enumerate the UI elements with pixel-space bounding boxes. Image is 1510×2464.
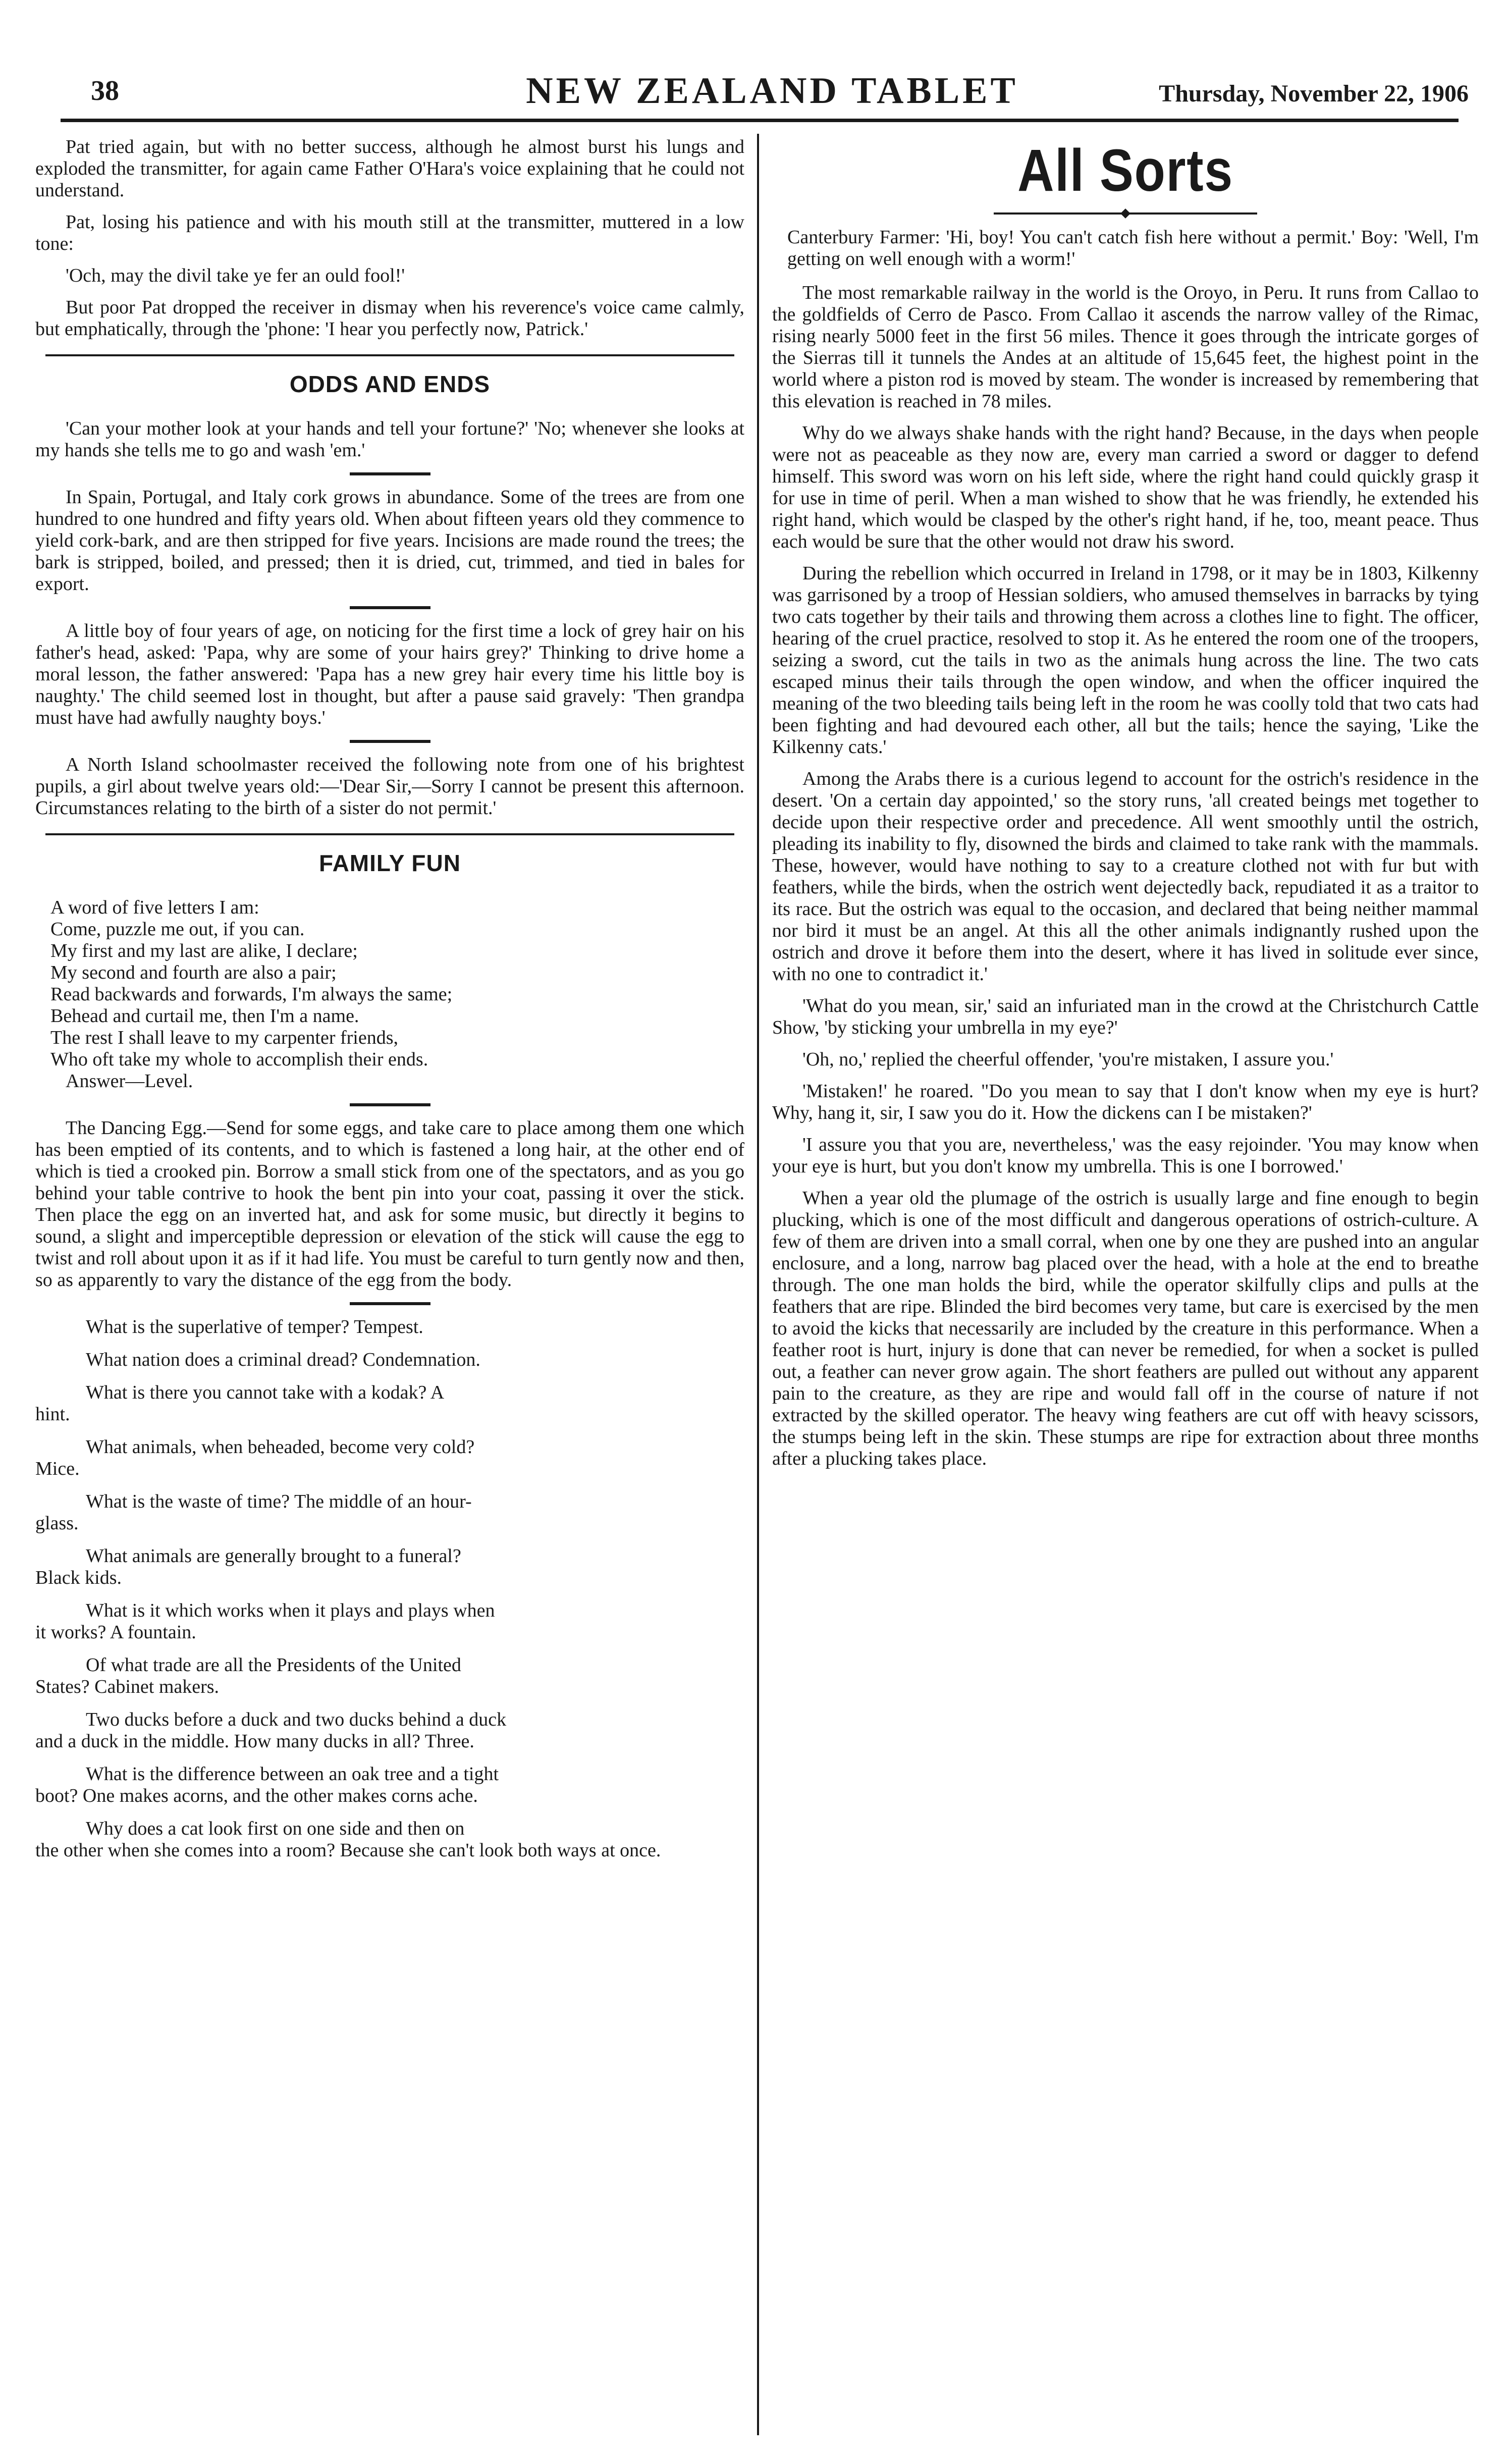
odds-paragraph: A little boy of four years of age, on noticing for the first time a lock of grey hair on his father's head, asked: 'Papa, why are some of your hairs grey?' Thinking to drive home a moral lesson, the father answered: 'Papa has a new grey hair every time his little boy is naughty.' The child seemed lost in thought, but after a pause said gravely: 'Then grandpa must have had awfully naughty boys.' — [35, 620, 744, 728]
item-separator — [350, 1103, 430, 1106]
riddle-item — [35, 1382, 744, 1425]
riddle-question: What is there you cannot take with a kodak? A — [86, 1382, 445, 1403]
riddle-question: What animals are generally brought to a funeral? — [86, 1545, 461, 1567]
column-divider — [757, 134, 759, 2435]
odds-paragraph: 'Can your mother look at your hands and tell your fortune?' 'No; whenever she looks at my hands she tells me to go and wash 'em.' — [35, 418, 744, 461]
riddle-item — [35, 1763, 744, 1807]
riddle-answer: States? Cabinet makers. — [35, 1676, 220, 1697]
heading-ornament — [772, 208, 1479, 218]
verse-line: A word of five letters I am: — [50, 897, 259, 918]
riddle-answer: glass. — [35, 1513, 79, 1534]
riddle-question: What is the difference between an oak tree and a tight — [86, 1763, 499, 1785]
page-header — [76, 60, 1469, 115]
article-paragraph: 'I assure you that you are, nevertheless,' was the easy rejoinder. 'You may know when your eye is hurt, but you don't know my umbrella. This is one I borrowed.' — [772, 1134, 1479, 1177]
riddle-answer: Mice. — [35, 1458, 80, 1479]
page-number: 38 — [91, 75, 119, 106]
riddle-question: What nation does a criminal dread? Condemnation. — [86, 1349, 480, 1370]
riddle-item — [35, 1654, 744, 1698]
riddle-question: What is the superlative of temper? Tempest. — [86, 1316, 423, 1337]
riddle-item — [35, 1491, 744, 1534]
riddle-item — [35, 1709, 744, 1752]
header-rule — [61, 119, 1459, 122]
story-paragraph: Pat tried again, but with no better success, although he almost burst his lungs and exploded the transmitter, for again came Father O'Hara's voice explaining that he could not understand. — [35, 136, 744, 201]
riddle-answer: it works? A fountain. — [35, 1622, 196, 1643]
all-sorts-heading: All Sorts — [1017, 137, 1233, 204]
article-paragraph: 'Mistaken!' he roared. "Do you mean to say that I don't know when my eye is hurt? Why, hang it, sir, I saw you do it. How the dickens can I be mistaken?' — [772, 1081, 1479, 1123]
verse-line: Behead and curtail me, then I'm a name. — [50, 1005, 359, 1027]
riddle-answer: and a duck in the middle. How many ducks in all? Three. — [35, 1731, 474, 1752]
riddle-question: What is it which works when it plays and plays when — [86, 1600, 495, 1621]
verse-line: Read backwards and forwards, I'm always the same; — [50, 984, 453, 1005]
odds-paragraph: A North Island schoolmaster received the following note from one of his brightest pupils, a girl about twelve years old:—'Dear Sir,—Sorry I cannot be present this afternoon. Circumstances relating to the birth of a sister do not permit.' — [35, 754, 744, 819]
item-separator — [350, 606, 430, 609]
article-paragraph: Among the Arabs there is a curious legend to account for the ostrich's residence in the desert. 'On a certain day appointed,' so the story runs, 'all created beings met together to decide upon their respective order and precedence. All went smoothly until the ostrich, pleading its inability to fly, disowned the birds and claimed to take rank with the mammals. These, however, would have nothing to say to a creature clothed not with fur but with feathers, while the birds, when the ostrich went dejectedly back, repudiated it as a traitor to its race. But the ostrich was equal to the occasion, and declared that being neither mammal nor bird it must be an angel. At this all the other animals indignantly rushed upon the ostrich and drove it before them into the desert, where it has lived in solitude ever since, with no one to contradict it.' — [772, 768, 1479, 985]
left-column — [35, 136, 744, 1872]
riddle-item — [35, 1436, 744, 1480]
riddle-item — [35, 1818, 744, 1861]
riddle-item — [35, 1545, 744, 1589]
riddle-list — [35, 1316, 744, 1861]
riddle-item — [35, 1316, 744, 1338]
odds-paragraph: In Spain, Portugal, and Italy cork grows in abundance. Some of the trees are from one hundred to one hundred and fifty years old. When about fifteen years old they commence to yield cork-bark, and are then stripped for five years. Incisions are made round the trees; the bark is stripped, boiled, and pressed; then it is dried, cut, trimmed, and tied in bales for export. — [35, 487, 744, 595]
riddle-question: What animals, when beheaded, become very cold? — [86, 1436, 475, 1458]
riddle-answer: Black kids. — [35, 1567, 122, 1588]
article-paragraph: When a year old the plumage of the ostrich is usually large and fine enough to begin plucking, which is one of the most difficult and dangerous operations of ostrich-culture. A few of them are driven into a small corral, when one by one they are pushed into an angular enclosure, and a long, narrow bag placed over the head, with a hole at the end to breathe through. The one man holds the bird, while the operator skilfully clips and pulls at the feathers that are ripe. Blinded the bird becomes very tame, but care is exercised by the men to avoid the kicks that necessarily are included by the creature in this performance. When a feather root is hurt, injury is done that can never be remedied, for when a socket is pulled out, a feather can never grow again. The short feathers are pulled out without any apparent pain to the creature, as they are ripe and would fall off in the course of nature if not extracted by the skilled operator. The heavy wing feathers are cut off with heavy scissors, the stumps being left in the skin. These stumps are ripe for extraction about three months after a plucking takes place. — [772, 1188, 1479, 1469]
story-paragraph: 'Och, may the divil take ye fer an ould fool!' — [66, 265, 405, 286]
riddle-verse — [35, 897, 744, 1092]
verse-line: Come, puzzle me out, if you can. — [50, 919, 305, 940]
article-paragraph: The most remarkable railway in the world is the Oroyo, in Peru. It runs from Callao to the goldfields of Cerro de Pasco. From Callao it ascends the narrow valley of the Rimac, rising nearly 5000 feet in the first 56 miles. Thence it goes through the intricate gorges of the Sierras till it tunnels the Andes at an altitude of 15,645 feet, the highest point in the world where a piston rod is moved by steam. The wonder is increased by remembering that this elevation is reached in 78 miles. — [772, 282, 1479, 412]
riddle-question: What is the waste of time? The middle of an hour- — [86, 1491, 472, 1512]
right-column — [772, 136, 1479, 1480]
article-paragraph: Why do we always shake hands with the right hand? Because, in the days when people were not as peaceable as they now are, every man carried a sword or dagger to defend himself. This sword was worn on his left side, where the right hand could quickly grasp it for use in time of peril. When a man wished to show that he was friendly, he extended his right hand, which would be clasped by the other's right hand, if he, too, meant peace. Thus each would be sure that the other would not draw his sword. — [772, 422, 1479, 552]
riddle-question: Two ducks before a duck and two ducks behind a duck — [86, 1709, 507, 1730]
section-rule — [45, 354, 734, 356]
riddle-question: Why does a cat look first on one side and then on — [86, 1818, 465, 1839]
item-separator — [350, 472, 430, 475]
family-fun-heading: FAMILY FUN — [319, 850, 461, 876]
verse-line: My second and fourth are also a pair; — [50, 962, 337, 983]
riddle-question: Of what trade are all the Presidents of the United — [86, 1654, 461, 1676]
issue-date: Thursday, November 22, 1906 — [1159, 80, 1469, 107]
verse-line: The rest I shall leave to my carpenter friends, — [50, 1027, 398, 1048]
item-separator — [350, 1302, 430, 1305]
article-paragraph: 'What do you mean, sir,' said an infuriated man in the crowd at the Christchurch Cattle Show, 'by sticking your umbrella in my eye?' — [772, 995, 1479, 1038]
riddle-answer: hint. — [35, 1404, 70, 1425]
riddle-answer: the other when she comes into a room? Because she can't look both ways at once. — [35, 1840, 661, 1861]
story-paragraph: Pat, losing his patience and with his mouth still at the transmitter, muttered in a low tone: — [35, 211, 744, 254]
item-separator — [350, 740, 430, 743]
section-rule — [45, 833, 734, 835]
dancing-egg-paragraph: The Dancing Egg.—Send for some eggs, and take care to place among them one which has been emptied of its contents, and to which is fastened a long hair, at the other end of which is tied a crooked pin. Borrow a small stick from one of the spectators, and as you go behind your table contrive to hook the bent pin into your coat, passing it over the stick. Then place the egg on an inverted hat, and ask for some music, but directly it begins to sound, a slight and imperceptible depression or elevation of the stick will cause the egg to twist and roll about upon it as if it had life. You must be careful to turn gently now and then, so as apparently to vary the distance of the egg from the body. — [35, 1117, 744, 1291]
verse-line: My first and my last are alike, I declare; — [50, 940, 358, 961]
riddle-answer: Answer—Level. — [66, 1070, 193, 1092]
riddle-answer: boot? One makes acorns, and the other makes corns ache. — [35, 1785, 478, 1806]
verse-line: Who oft take my whole to accomplish their ends. — [50, 1049, 428, 1070]
article-paragraph: 'Oh, no,' replied the cheerful offender, 'you're mistaken, I assure you.' — [802, 1049, 1334, 1070]
riddle-item — [35, 1600, 744, 1643]
masthead-title: NEW ZEALAND TABLET — [526, 70, 1018, 112]
story-paragraph: But poor Pat dropped the receiver in dismay when his reverence's voice came calmly, but emphatically, through the 'phone: 'I hear you perfectly now, Patrick.' — [35, 297, 744, 340]
riddle-item — [35, 1349, 744, 1371]
odds-and-ends-heading: ODDS AND ENDS — [289, 371, 491, 397]
article-paragraph: During the rebellion which occurred in Ireland in 1798, or it may be in 1803, Kilkenny was garrisoned by a troop of Hessian soldiers, who amused themselves in barracks by tying two cats together by their tails and throwing them across a clothes line to fight. The officer, hearing of the cruel practice, resolved to stop it. As he entered the room one of the troopers, seizing a sword, cut the tails in two as the animals hung across the line. The two cats escaped minus their tails through the open window, and when the officer inquired the meaning of the two bleeding tails being left in the room he was coolly told that two cats had been fighting and had devoured each other, all but the tails; hence the saying, 'Like the Kilkenny cats.' — [772, 563, 1479, 758]
dialogue-paragraph: Canterbury Farmer: 'Hi, boy! You can't catch fish here without a permit.' Boy: 'Well, I'm getting on well enough with a worm!' — [787, 227, 1479, 270]
